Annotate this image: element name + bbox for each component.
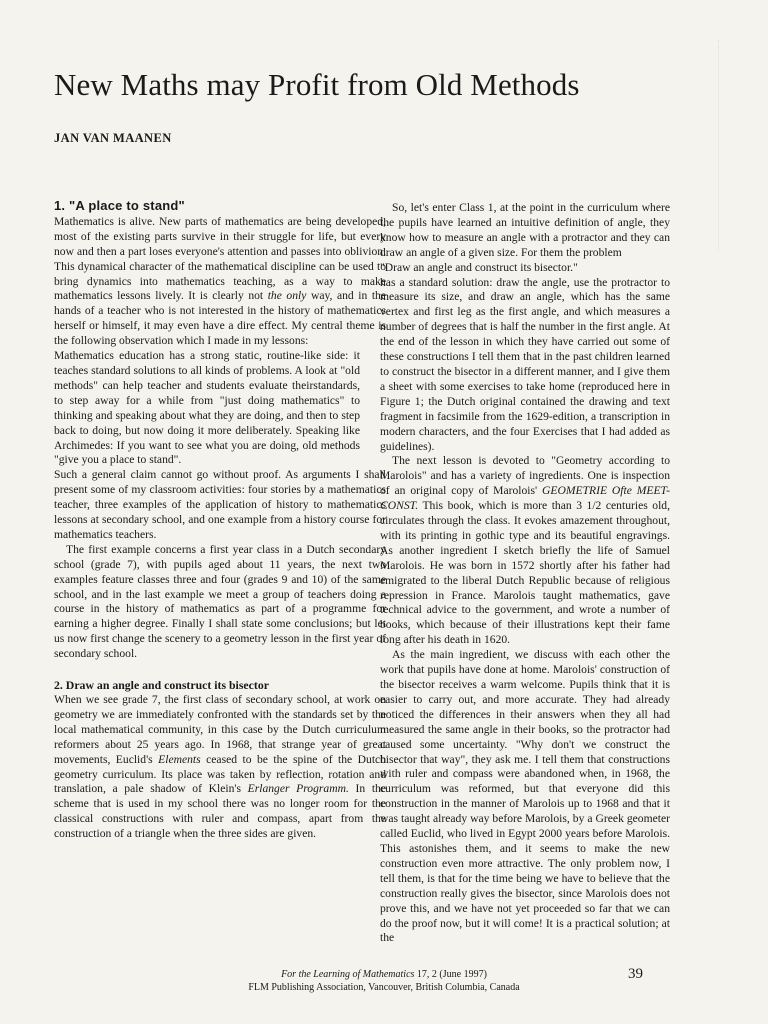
block-quote: Mathematics education has a strong static, routine-like side: it teaches standard solutions to all kinds of problems. A look at "old methods" can help teacher and students evaluate theirstandards, to step away for a while from "just doing mathematics" to thinking and speaking about what they are doing, and then to step back to doing, but now doing it more deliberately. Speaking like Archimedes: If you want to see what you are doing, old methods "give you a place to stand". xyxy=(54,349,360,467)
section-1-heading: 1. "A place to stand" xyxy=(54,198,185,213)
paragraph: So, let's enter Class 1, at the point in the curriculum where the pupils have learned an intuitive definition of angle, they know how to measure an angle with a protractor and they can draw an angle of a given size. For them the problem xyxy=(380,201,670,259)
right-column xyxy=(380,201,670,946)
left-column xyxy=(54,199,386,842)
paragraph: has a standard solution: draw the angle, use the protractor to measure its size, and draw an angle, which has the same vertex and first leg as the first angle, and which measures a number of degrees that is half the number in the first angle. At the end of the lesson in which they have carried out some of these constructions I tell them that in the past children learned to construct the bisector in a different manner, and I give them a sheet with some exercises to take home (reproduced here in Figure 1; the Dutch original contained the drawing and text fragment in facsimile from the 1629-edition, a transcription in modern characters, and the four Exercises that I had added as guidelines). xyxy=(380,275,670,453)
paragraph: The next lesson is devoted to "Geometry according to Marolois" and has a variety of ingredients. One is inspection of an original copy of Marolois' GEOMETRIE Ofte MEET-CONST. This book, which is more than 3 1/2 centuries old, circulates through the class. It evokes amazement throughout, with its printing in gothic type and its beautiful engravings. As another ingredient I sketch briefly the life of Samuel Marolois. He was born in 1572 shortly after his father had emigrated to the liberal Dutch Republic because of religious repression in France. Marolois taught mathematics, gave technical advice to the government, and wrote a number of books, which because of their illustrations kept their fame long after his death in 1620. xyxy=(380,454,670,647)
article-author: JAN VAN MAANEN xyxy=(54,131,172,145)
paragraph: The first example concerns a first year class in a Dutch secondary school (grade 7), with pupils aged about 11 years, the next two examples feature classes three and four (grades 9 and 10) of the same school, and in the last example we meet a group of teachers doing a course in the history of mathematics as part of a programme for earning a higher degree. Finally I shall state some conclusions; but let us now first change the scenery to a geometry lesson in the first year of secondary school. xyxy=(54,542,386,661)
section-2-heading: 2. Draw an angle and construct its bisector xyxy=(54,678,269,693)
emphasis: Erlanger Programm. xyxy=(247,782,349,796)
paragraph: As the main ingredient, we discuss with each other the work that pupils have done at home. Marolois' construction of the bisector receives a warm welcome. Pupils think that it is easier to carry out, and more accurate. They had already noticed the differences in their answers when they all had measured the same angle in their books, so the protractor had caused some uncertainty. "Why don't we construct the bisector that way", they ask me. I tell them that constructions with ruler and compass were abandoned when, in 1968, the curriculum was reformed, but that everyone did this construction in the manner of Marolois up to 1968 and that it was taught already way before Marolois, by a Greek geometer called Euclid, who lived in Egypt 2000 years before Marolois. This astonishes them, and it seems to make the new construction even more attractive. The only problem now, I tell them, is that for the time being we have to believe that the construction really gives the bisector, since Marolois does not prove this, and we have not yet proceeded so far that we can do the proof now, but it will come! It is a practical solution; at the xyxy=(380,648,670,945)
paragraph: Such a general claim cannot go without proof. As arguments I shall present some of my classroom activities: four stories by a mathematics teacher, three examples of the application of history to mathematics lessons at secondary school, and one example from a history course for mathematics teachers. xyxy=(54,468,386,541)
book-title: GEOMETRIE Ofte MEET-CONST. xyxy=(380,484,670,513)
journal-citation: For the Learning of Mathematics 17, 2 (June 1997) xyxy=(281,969,487,980)
problem-statement: "Draw an angle and construct its bisector." xyxy=(380,260,578,274)
paragraph: When we see grade 7, the first class of secondary school, at work on geometry we are immediately confronted with the standards set by the local mathematical community, in this case by the Dutch curriculum reformers about 25 years ago. In 1968, that strange year of great movements, Euclid's Elements ceased to be the spine of the Dutch geometry curriculum. Its place was taken by reflection, rotation and translation, a pale shadow of Klein's Erlanger Programm. In the scheme that is used in my school there was no longer room for the classical constructions with ruler and compass, apart from the construction of a triangle when the three sides are given. xyxy=(54,693,386,841)
publisher-line: FLM Publishing Association, Vancouver, British Columbia, Canada xyxy=(248,982,520,993)
paragraph: Mathematics is alive. New parts of mathematics are being developed, most of the existing parts survive in their struggle for life, but every now and then a part loses everyone's attention and passes into oblivion. This dynamical character of the mathematical discipline can be used to bring dynamics into mathematics teaching, as a way to make mathematics lessons lively. It is clearly not the only way, and in the hands of a teacher who is not interested in the history of mathematics herself or himself, it may even have a dire effect. My central theme is the following observation which I made in my lessons: xyxy=(54,214,386,348)
article-title: New Maths may Profit from Old Methods xyxy=(54,67,580,102)
emphasis: the only xyxy=(267,289,307,303)
page-number: 39 xyxy=(628,966,643,982)
emphasis: Elements xyxy=(158,752,201,766)
page-footer xyxy=(0,968,768,994)
